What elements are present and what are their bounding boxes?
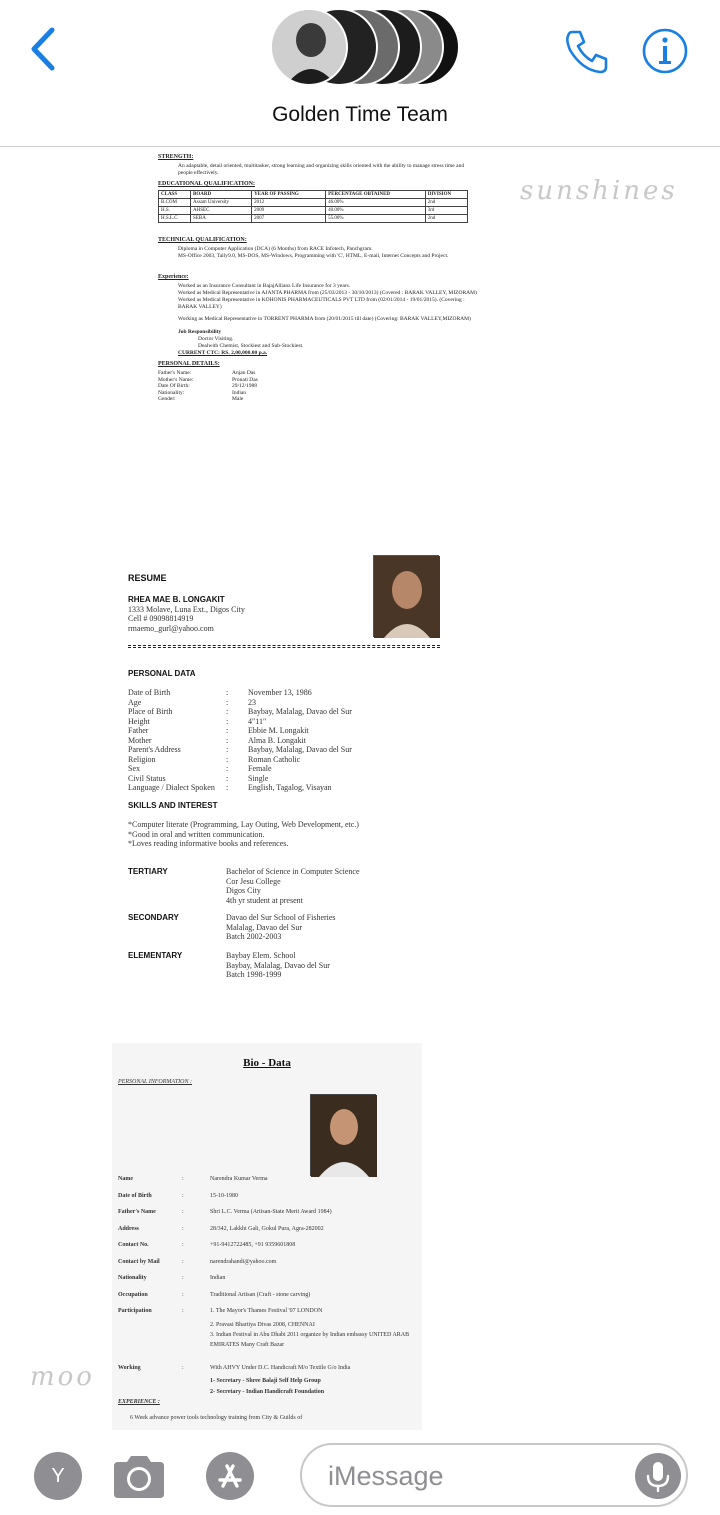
detail-colon: :: [182, 1308, 184, 1314]
detail-colon: :: [226, 764, 229, 773]
table-header: CLASS: [159, 191, 191, 199]
list-item: 4th yr student at present: [226, 895, 303, 905]
list-item: Batch 2002-2003: [226, 932, 282, 941]
chevron-left-icon: [24, 26, 64, 72]
detail-row: [128, 745, 440, 755]
person-photo-icon: [311, 1095, 377, 1177]
avatar: [270, 8, 348, 86]
detail-row: [128, 688, 440, 698]
detail-value: 23: [248, 697, 256, 707]
detail-value: Baybay, Malalag, Davao del Sur: [248, 745, 352, 754]
detail-value: Single: [248, 773, 269, 783]
detail-row: [118, 1237, 418, 1254]
detail-row: [128, 755, 440, 765]
detail-value: Indian: [210, 1275, 226, 1281]
detail-label: Address: [118, 1225, 139, 1232]
section-heading: EXPERIENCE :: [118, 1399, 160, 1405]
table-cell: 40.00%: [326, 207, 426, 215]
table-cell: 2012: [252, 199, 326, 207]
list-item: Bachelor of Science in Computer Science: [226, 867, 360, 876]
message-input[interactable]: [328, 1459, 628, 1493]
call-button[interactable]: [562, 26, 612, 76]
resume-address: 1333 Molave, Luna Ext., Digos City: [128, 604, 245, 614]
detail-colon: :: [226, 735, 229, 745]
detail-label: [118, 1320, 182, 1330]
resume-title: RESUME: [128, 573, 167, 583]
table-header: DIVISION: [425, 191, 467, 199]
detail-row: [118, 1303, 418, 1320]
info-button[interactable]: [640, 26, 690, 76]
detail-value: Narendra Kumar Verma: [210, 1176, 268, 1182]
detail-value: 29/12/1988: [232, 383, 258, 389]
detail-label: Religion: [128, 754, 156, 764]
profile-photo: [310, 1094, 376, 1176]
detail-label: Mother's Name:: [158, 376, 194, 383]
back-button[interactable]: [24, 26, 64, 72]
list-item: Malalag, Davao del Sur: [226, 922, 302, 932]
compose-bar: [0, 1430, 720, 1515]
detail-colon: :: [182, 1192, 184, 1199]
detail-row: [118, 1320, 418, 1330]
detail-value: Anjan Das: [232, 370, 256, 376]
detail-label: Occupation: [118, 1291, 148, 1298]
detail-label: Sex: [128, 764, 140, 773]
detail-label: Civil Status: [128, 773, 166, 783]
conversation-header: [0, 0, 720, 147]
detail-value: 2- Secretary - Indian Handicraft Foundation: [210, 1389, 325, 1395]
detail-label: [118, 1330, 182, 1360]
detail-label: Nationality:: [158, 389, 185, 396]
detail-colon: :: [226, 707, 229, 716]
dictation-button[interactable]: [635, 1453, 681, 1499]
detail-value: 1- Secretary - Shree Balaji Self Help Group: [210, 1378, 321, 1384]
phone-icon: [562, 26, 612, 76]
section-heading: ELEMENTARY: [128, 951, 183, 960]
detail-value: Roman Catholic: [248, 754, 301, 764]
detail-colon: :: [182, 1225, 184, 1232]
table-cell: 2007: [252, 215, 326, 223]
detail-colon: :: [182, 1258, 184, 1265]
detail-row: [128, 726, 440, 736]
biodata-image[interactable]: [112, 1043, 422, 1433]
detail-value: +91-9412722485, +91 9359601808: [210, 1242, 296, 1248]
table-header: BOARD: [191, 191, 252, 199]
resume-image-2[interactable]: [128, 555, 448, 985]
detail-label: [118, 1376, 182, 1387]
detail-colon: :: [182, 1291, 184, 1298]
camera-icon: [110, 1452, 168, 1500]
detail-value: 1. The Mayor's Thames Festival '07 LONDON: [210, 1308, 323, 1314]
detail-row: [118, 1287, 418, 1304]
app-store-icon: [206, 1452, 254, 1500]
detail-row: [118, 1360, 418, 1377]
list-item: *Loves reading informative books and references.: [128, 839, 289, 848]
list-item: *Good in oral and written communication.: [128, 829, 265, 839]
detail-colon: [182, 1376, 210, 1387]
detail-value: 4"11": [248, 716, 267, 726]
detail-row: [128, 698, 440, 708]
detail-value: 2. Pravasi Bhartiya Divas 2008, CHENNAI: [210, 1321, 315, 1328]
detail-colon: :: [226, 754, 229, 764]
detail-row: [118, 1221, 418, 1238]
detail-value: Indian: [232, 389, 247, 396]
app-store-button[interactable]: [206, 1452, 254, 1500]
table-cell: 3rd: [425, 207, 467, 215]
paragraph: An adaptable, detail oriented, multitasker, strong learning and organizing skills oriented with the ability to manage stress time and people effectively.: [178, 163, 465, 176]
section-heading: SECONDARY: [128, 913, 179, 922]
list-item: Diploma in Computer Application (DCA) (6 Months) from RACE Infotech, Panchgram.: [178, 246, 373, 252]
detail-colon: :: [226, 783, 229, 792]
detail-colon: :: [226, 688, 229, 697]
detail-colon: :: [226, 716, 229, 726]
list-item: Worked as Medical Representative in AJANTA PHARMA from (25/03/2013 - 30/10/2013) (Covered : BARAK VALLEY, MIZORAM): [178, 290, 477, 296]
detail-label: Mother: [128, 735, 152, 745]
detail-label: Contact No.: [118, 1242, 149, 1248]
list-item: *Computer literate (Programming, Lay Outing, Web Development, etc.): [128, 820, 359, 829]
detail-colon: :: [182, 1176, 184, 1182]
table-cell: 2nd: [425, 199, 467, 207]
section-heading: PERSONAL DETAILS:: [158, 361, 220, 367]
detail-row: [128, 774, 440, 784]
detail-row: [118, 1330, 418, 1360]
camera-button[interactable]: [110, 1452, 168, 1500]
conversation-title[interactable]: Golden Time Team: [272, 103, 448, 126]
detail-value: narendrahandi@yahoo.com: [210, 1258, 277, 1265]
section-heading: STRENGTH:: [158, 154, 194, 160]
section-heading: EDUCATIONAL QUALIFICATION:: [158, 181, 255, 187]
list-item: Worked as an Insurance Consultant in BajajAllianz Life Insurance for 3 years.: [178, 283, 351, 289]
table-header: YEAR OF PASSING: [252, 191, 326, 199]
table-cell: 2nd: [425, 215, 467, 223]
detail-label: Contact by Mail: [118, 1258, 160, 1265]
person-photo-icon: [374, 556, 440, 638]
table-cell: 55.00%: [326, 215, 426, 223]
detail-label: Gender:: [158, 396, 176, 402]
detail-colon: [182, 1330, 210, 1360]
section-heading: PERSONAL INFORMATION :: [118, 1079, 192, 1085]
section-heading: TECHNICAL QUALIFICATION:: [158, 237, 247, 243]
group-avatars[interactable]: [270, 8, 460, 88]
detail-row: [118, 1188, 418, 1205]
detail-label: [118, 1387, 182, 1398]
list-item: Baybay Elem. School: [226, 951, 296, 960]
list-item: Dealwith Chemist, Stockiest and Sub-Stockiest.: [198, 343, 304, 349]
section-heading: SKILLS AND INTEREST: [128, 801, 218, 810]
detail-value: Pronati Das: [232, 376, 258, 383]
detail-label: Father: [128, 726, 149, 735]
list-item: Davao del Sur School of Fisheries: [226, 913, 336, 922]
detail-row: [128, 736, 440, 746]
detail-row: [158, 396, 480, 403]
list-item: Batch 1998-1999: [226, 970, 282, 979]
table-cell: 46.00%: [326, 199, 426, 207]
list-item: MS-Office 2003, Tally9.0, MS-DOS, MS-Windows, Programming with 'C', HTML, E-mail, Internet Concepts and Project.: [178, 253, 449, 259]
resume-cell: Cell # 09098814919: [128, 614, 194, 623]
detail-row: [118, 1270, 418, 1287]
message-compose-field[interactable]: [300, 1443, 688, 1507]
memoji-label: Y: [51, 1465, 65, 1487]
education-table: [158, 190, 468, 223]
detail-colon: [182, 1387, 210, 1398]
resume-email: rmaemo_gurl@yahoo.com: [128, 623, 214, 633]
list-item: Baybay, Malalag, Davao del Sur: [226, 960, 330, 970]
detail-colon: :: [182, 1364, 184, 1371]
detail-value: November 13, 1986: [248, 688, 312, 697]
detail-colon: :: [182, 1275, 184, 1281]
detail-value: Female: [248, 764, 272, 773]
detail-colon: :: [226, 745, 229, 754]
table-cell: SEBA: [191, 215, 252, 223]
detail-row: [118, 1254, 418, 1271]
detail-label: Language / Dialect Spoken: [128, 783, 215, 792]
detail-row: [118, 1171, 418, 1188]
biodata-title: Bio - Data: [243, 1057, 291, 1069]
table-cell: H.S.L.C: [159, 215, 191, 223]
detail-label: Name: [118, 1176, 133, 1182]
detail-label: Date Of Birth:: [158, 383, 190, 389]
table-cell: AHSEC: [191, 207, 252, 215]
detail-row: [128, 717, 440, 727]
table-cell: Assam University: [191, 199, 252, 207]
detail-row: [118, 1387, 418, 1398]
detail-label: Date of Birth: [128, 688, 171, 697]
current-ctc: CURRENT CTC: RS. 2,00,000.00 p.a.: [178, 350, 268, 356]
detail-colon: :: [226, 726, 229, 735]
detail-value: 15-10-1980: [210, 1192, 238, 1199]
detail-label: Father's Name:: [158, 370, 192, 376]
detail-value: Male: [232, 396, 244, 402]
detail-row: [118, 1204, 418, 1221]
detail-value: Shri L.C. Verma (Artisan-State Merit Award 1984): [210, 1209, 332, 1215]
table-cell: H.S.: [159, 207, 191, 215]
detail-value: 28/342, Lakkhi Gali, Gokul Pura, Agra-282002: [210, 1225, 324, 1232]
table-cell: 2009: [252, 207, 326, 215]
detail-label: Participation: [118, 1308, 152, 1314]
detail-value: With AHVY Under D.C. Handicraft M/o Textile G/o India: [210, 1364, 351, 1371]
list-item: 6 Week advance power tools technology training from City & Guilds of: [130, 1415, 303, 1421]
detail-row: [128, 707, 440, 717]
detail-value: 3. Indian Festival in Abu Dhabi 2011 organize by Indian embassy UNITED ARAB EMIRATES Many Craft Bazar: [210, 1331, 410, 1348]
detail-value: Traditional Artisan (Craft - stone carving): [210, 1291, 311, 1298]
detail-value: English, Tagalog, Visayan: [248, 783, 332, 792]
memoji-button[interactable]: [34, 1452, 82, 1500]
detail-label: Parent's Address: [128, 745, 181, 754]
detail-colon: :: [182, 1209, 184, 1215]
info-icon: [640, 26, 690, 76]
list-item: Digos City: [226, 886, 261, 895]
microphone-icon: [635, 1453, 681, 1499]
detail-row: [118, 1376, 418, 1387]
profile-photo: [373, 555, 439, 637]
table-header: PERCENTAGE OBTAINED: [326, 191, 426, 199]
watermark-signature: sunshines: [520, 176, 678, 206]
resume-name: RHEA MAE B. LONGAKIT: [128, 595, 225, 604]
section-heading: PERSONAL DATA: [128, 669, 196, 678]
detail-value: Ebbie M. Longakit: [248, 726, 309, 735]
detail-colon: :: [226, 773, 229, 783]
list-item: Doctor Visiting.: [198, 336, 234, 342]
detail-label: Height: [128, 716, 150, 726]
subheading: Job Responsibility: [178, 329, 222, 335]
detail-label: Working: [118, 1364, 141, 1371]
list-item: Worked as Medical Representative in KOHONIS PHARMACEUTICALS PVT LTD from (02/01/2014 - 19/01/2015). (Covering : BARAK VALLEY): [178, 297, 465, 310]
table-cell: B.COM: [159, 199, 191, 207]
resume-image-1[interactable]: [150, 150, 480, 495]
detail-colon: [182, 1320, 210, 1330]
list-item: Cor Jesu College: [226, 876, 281, 886]
detail-colon: :: [226, 697, 229, 707]
section-heading: Experience:: [158, 274, 189, 280]
detail-colon: :: [182, 1242, 184, 1248]
detail-label: Date of Birth: [118, 1192, 152, 1199]
list-item: Working as Medical Representative in TORRENT PHARMA from (20/01/2015 till date) (Covering: BARAK VALLEY,MIZORAM): [178, 316, 471, 322]
detail-label: Nationality: [118, 1275, 147, 1281]
detail-row: [128, 764, 440, 774]
detail-label: Age: [128, 697, 142, 707]
section-heading: TERTIARY: [128, 867, 168, 876]
detail-label: Father's Name: [118, 1209, 156, 1215]
detail-label: Place of Birth: [128, 707, 173, 716]
detail-value: Baybay, Malalag, Davao del Sur: [248, 707, 352, 716]
detail-value: Alma B. Longakit: [248, 735, 306, 745]
detail-row: [128, 783, 440, 793]
watermark-signature: moo: [30, 1362, 95, 1392]
divider: [128, 645, 440, 648]
